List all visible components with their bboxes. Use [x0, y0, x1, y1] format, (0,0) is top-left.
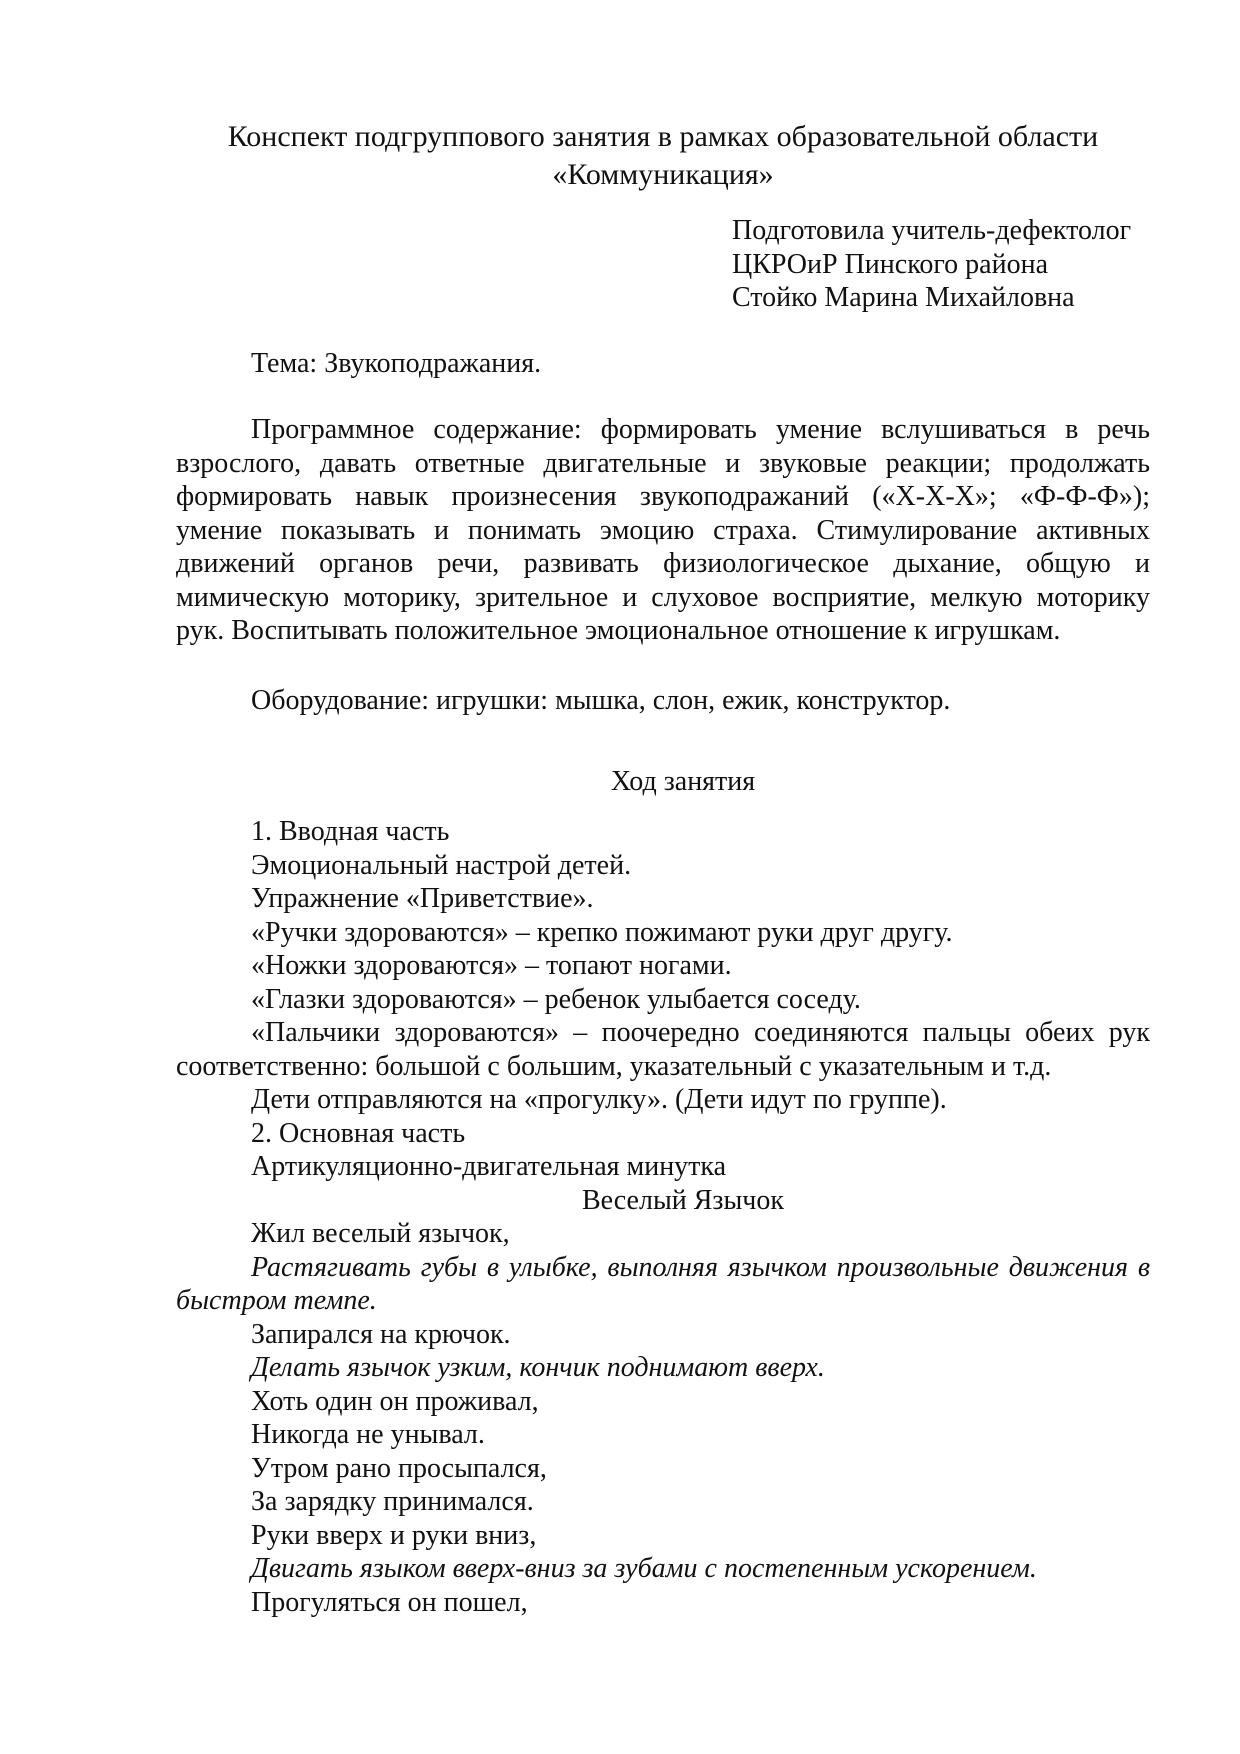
- author-line-2: ЦКРОиР Пинского района: [732, 248, 1048, 280]
- author-block: [732, 214, 1192, 315]
- lesson-line: Артикуляционно-двигательная минутка: [251, 1151, 727, 1182]
- poem-line: Прогуляться он пошел,: [251, 1586, 528, 1618]
- lesson-body: [176, 815, 1150, 1619]
- title-line-1: Конспект подгруппового занятия в рамках образовательной области: [227, 120, 1099, 153]
- poem-instruction: Делать язычок узким, кончик поднимают вверх.: [251, 1352, 825, 1383]
- poem-line: Жил веселый язычок,: [251, 1218, 510, 1249]
- poem-line: Запирался на крючок.: [251, 1318, 511, 1350]
- lesson-line: 2. Основная часть: [251, 1117, 466, 1149]
- program-content: Программное содержание: формировать умение вслушиваться в речь взрослого, давать ответные двигательные и звуковые реакции; продолжать формировать навык произнесения звукоподражаний («Х-Х-Х»; «Ф-Ф-Ф»); умение показывать и понимать эмоцию страха. Стимулирование активных движений органов речи, развивать физиологическое дыхание, общую и мимическую моторику, зрительное и слуховое восприятие, мелкую моторику рук. Воспитывать положительное эмоциональное отношение к игрушкам.: [176, 414, 1150, 646]
- lesson-line: 1. Вводная часть: [251, 816, 450, 847]
- topic: Тема: Звукоподражания.: [251, 348, 542, 379]
- poem-line: Никогда не унывал.: [251, 1419, 485, 1450]
- title-line-2: «Коммуникация»: [552, 158, 774, 191]
- course-heading: Ход занятия: [610, 766, 756, 797]
- poem-title: Веселый Язычок: [581, 1184, 784, 1216]
- document-title: [176, 118, 1150, 194]
- lesson-line: «Ножки здороваются» – топают ногами.: [251, 950, 732, 981]
- lesson-line: «Ручки здороваются» – крепко пожимают руки друг другу.: [251, 916, 953, 948]
- author-line-1: Подготовила учитель-дефектолог: [732, 215, 1132, 246]
- lesson-line: Дети отправляются на «прогулку». (Дети идут по группе).: [251, 1084, 947, 1115]
- poem-instruction: Двигать языком вверх-вниз за зубами с постепенным ускорением.: [251, 1553, 1037, 1584]
- equipment: Оборудование: игрушки: мышка, слон, ежик, конструктор.: [251, 685, 951, 716]
- lesson-line: «Пальчики здороваются» – поочередно соединяются пальцы обеих рук соответственно: большой с большим, указательный с указательным и т.д.: [176, 1017, 1150, 1082]
- poem-line: Руки вверх и руки вниз,: [251, 1519, 537, 1551]
- lesson-line: Эмоциональный настрой детей.: [251, 849, 632, 881]
- lesson-line: «Глазки здороваются» – ребенок улыбается соседу.: [251, 983, 861, 1015]
- poem-line: Хоть один он проживал,: [251, 1385, 539, 1417]
- poem-line: Утром рано просыпался,: [251, 1452, 547, 1484]
- poem-instruction: Растягивать губы в улыбке, выполняя язычком произвольные движения в быстром темпе.: [176, 1251, 1150, 1316]
- author-line-3: Стойко Марина Михайловна: [732, 282, 1075, 313]
- poem-line: За зарядку принимался.: [251, 1486, 534, 1517]
- lesson-line: Упражнение «Приветствие».: [251, 883, 594, 914]
